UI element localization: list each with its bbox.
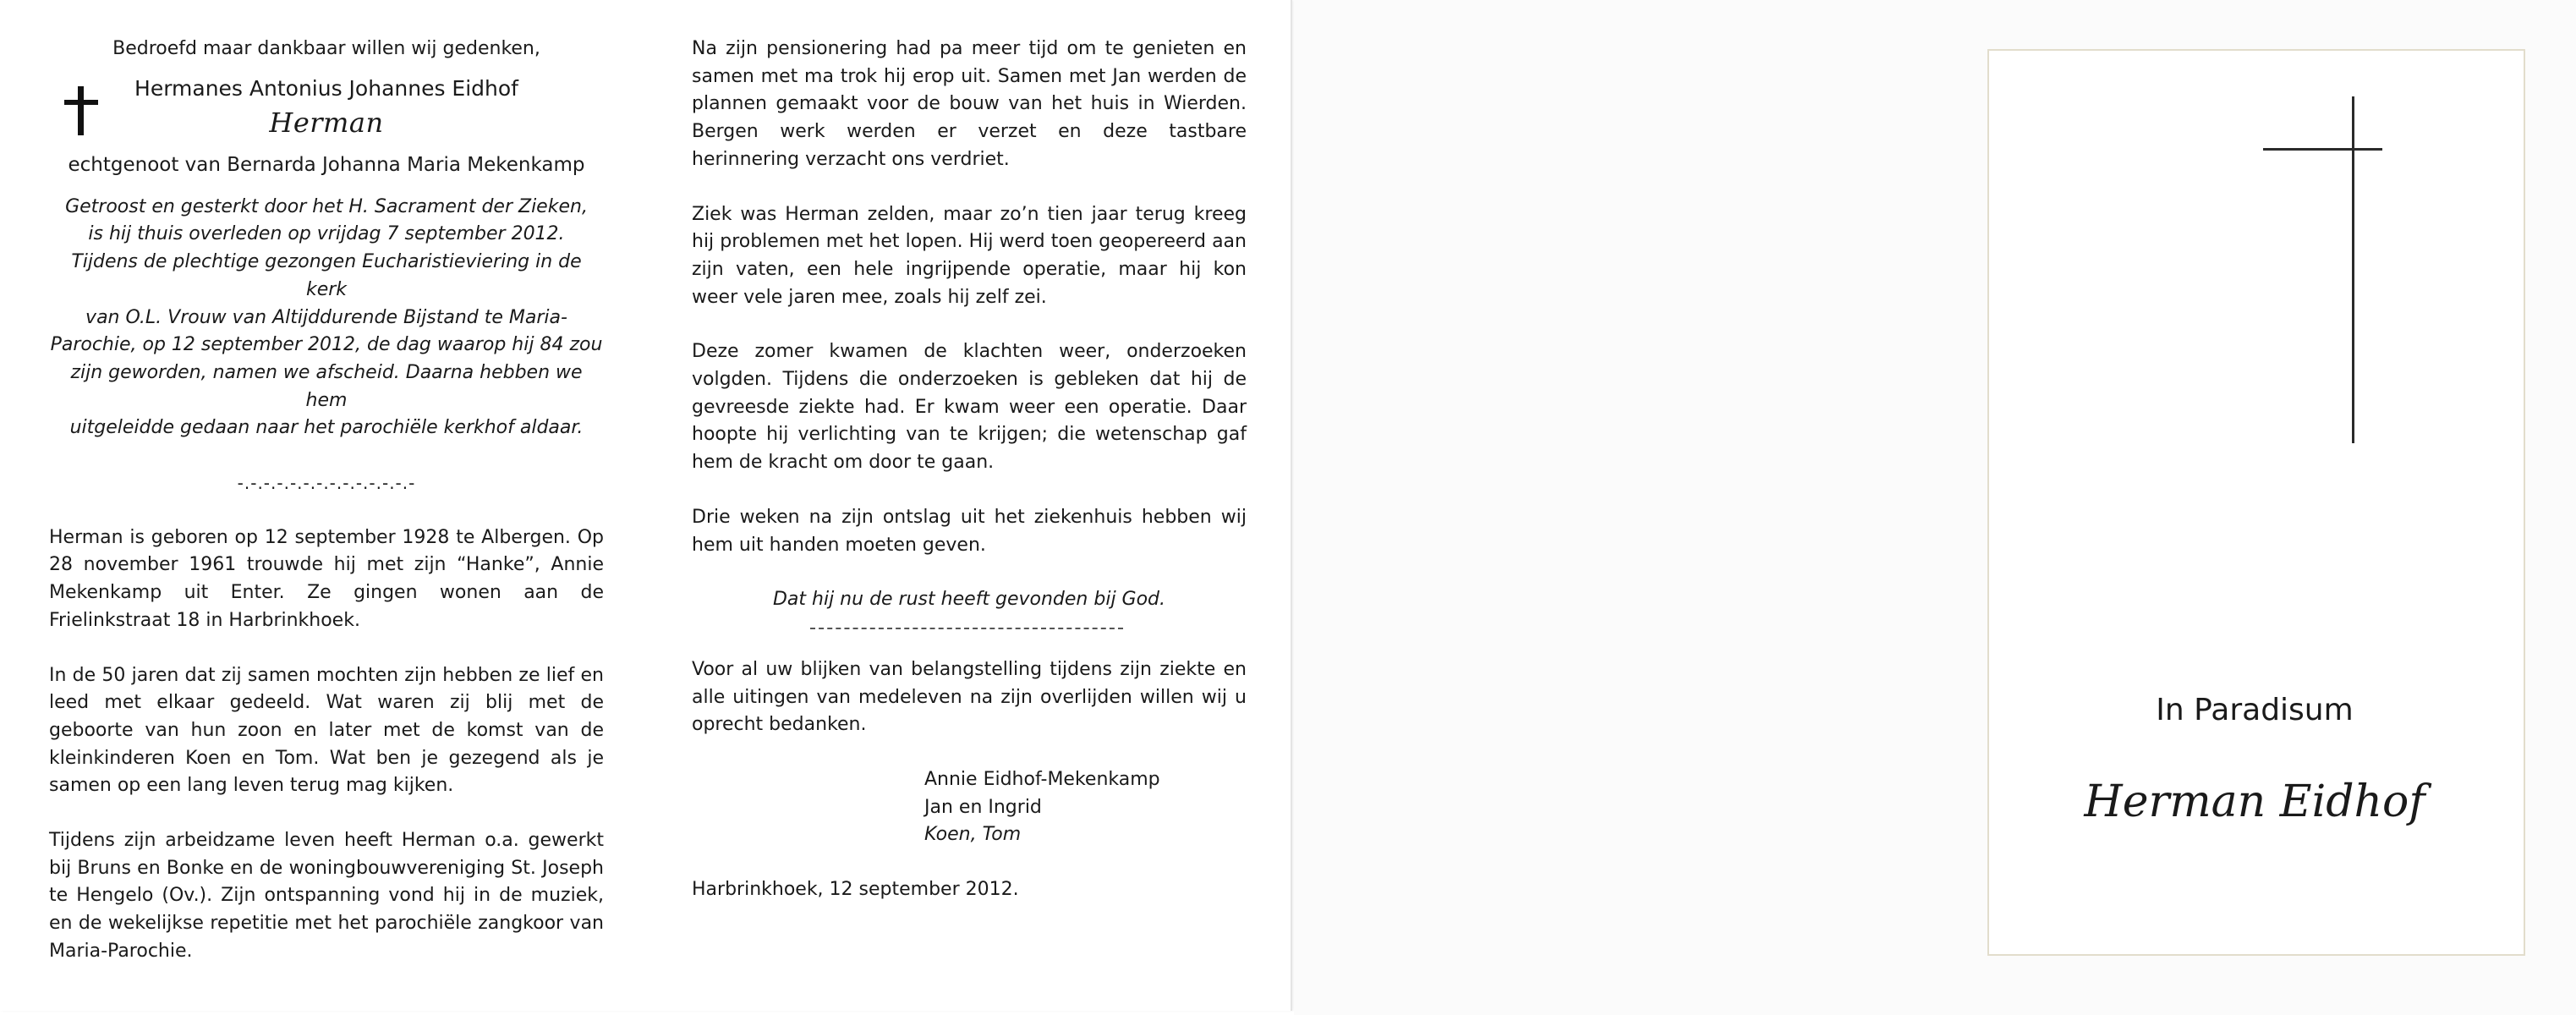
- biography-paragraph: Tijdens zijn arbeidzame leven heeft Herman o.a. gewerkt bij Bruns en Bonke en de woningbouwvereniging St. Joseph te Hengelo (Ov.). Zijn ontspanning vond hij in de muziek, en de wekelijkse repetitie met het parochiële zangkoor van Maria-Parochie.: [49, 830, 604, 962]
- signatures: [924, 766, 1247, 849]
- story-paragraph: Deze zomer kwamen de klachten weer, onderzoeken volgden. Tijdens die onderzoeken is gebleken dat hij de gevreesde ziekte had. Er kwam weer een operatie. Daar hoopte hij verlichting van te krijgen; die wetenschap gaf hem de kracht om door te gaan.: [692, 341, 1247, 474]
- death-line: zijn geworden, namen we afscheid. Daarna hebben we hem: [70, 361, 583, 411]
- death-line: Tijdens de plechtige gezongen Eucharistieviering in de kerk: [71, 251, 582, 300]
- signature-line: Jan en Ingrid: [924, 796, 1042, 818]
- call-name: Herman: [269, 106, 384, 139]
- cross-icon: [64, 86, 98, 135]
- closing-quote: Dat hij nu de rust heeft gevonden bij God.: [772, 589, 1166, 611]
- cross-icon-arm: [2263, 148, 2382, 151]
- biography-paragraph: In de 50 jaren dat zij samen mochten zijn hebben ze lief en leed met elkaar gedeeld. Wat waren zij blij met de geboorte van hun zoon en later met de komst van de kleinkinderen Koen en Tom. Wat ben je gezegend als je samen op een lang leven terug mag kijken.: [49, 664, 604, 797]
- inside-card: [0, 0, 1292, 1011]
- front-title: In Paradisum: [2156, 693, 2354, 727]
- thanks-paragraph: Voor al uw blijken van belangstelling tijdens zijn ziekte en alle uitingen van medeleven na zijn overlijden willen wij u oprecht bedanken.: [692, 658, 1247, 736]
- inside-left-column: [49, 36, 604, 966]
- story-paragraph: Ziek was Herman zelden, maar zo’n tien jaar terug kreeg hij problemen met het lopen. Hij werd toen geopereerd aan zijn vaten, een hele ingrijpende operatie, maar hij kon weer vele jaren mee, zoals hij zelf zei.: [692, 203, 1247, 308]
- death-notice: [49, 194, 604, 442]
- front-name: Herman Eidhof: [2084, 776, 2425, 827]
- header-block: [49, 36, 604, 180]
- signature-line: Koen, Tom: [924, 824, 1022, 846]
- death-line: uitgeleidde gedaan naar het parochiële kerkhof aldaar.: [69, 417, 584, 439]
- death-line: van O.L. Vrouw van Altijddurende Bijstand te Maria-: [85, 306, 567, 328]
- story-paragraph: Na zijn pensionering had pa meer tijd om te genieten en samen met ma trok hij erop uit. Samen met Jan werden de plannen gemaakt voor de bouw van het huis in Wierden. Bergen werk werden er verzet en deze tastbare herinnering verzacht ons verdriet.: [692, 38, 1247, 170]
- opening-line: Bedroefd maar dankbaar willen wij gedenken,: [112, 38, 540, 59]
- death-line: Parochie, op 12 september 2012, de dag waarop hij 84 zou: [50, 334, 603, 356]
- spouse-line: echtgenoot van Bernarda Johanna Maria Mekenkamp: [68, 153, 585, 176]
- biography-paragraph: Herman is geboren op 12 september 1928 te Albergen. Op 28 november 1961 trouwde hij met zijn “Hanke”, Annie Mekenkamp uit Enter. Ze gingen wonen aan de Frielinkstraat 18 in Harbrinkhoek.: [49, 526, 604, 631]
- front-card: [1294, 0, 2576, 1015]
- full-name: Hermanes Antonius Johannes Eidhof: [134, 75, 518, 101]
- death-line: Getroost en gesterkt door het H. Sacrament der Zieken,: [65, 195, 588, 217]
- death-line: is hij thuis overleden op vrijdag 7 september 2012.: [88, 223, 565, 245]
- place-date: Harbrinkhoek, 12 september 2012.: [692, 879, 1019, 901]
- signature-line: Annie Eidhof-Mekenkamp: [924, 769, 1160, 791]
- separator: -.-.-.-.-.-.-.-.-.-.-.-.-.-: [237, 473, 416, 494]
- story-paragraph: Drie weken na zijn ontslag uit het ziekenhuis hebben wij hem uit handen moeten geven.: [692, 506, 1247, 556]
- inside-right-column: [692, 36, 1247, 904]
